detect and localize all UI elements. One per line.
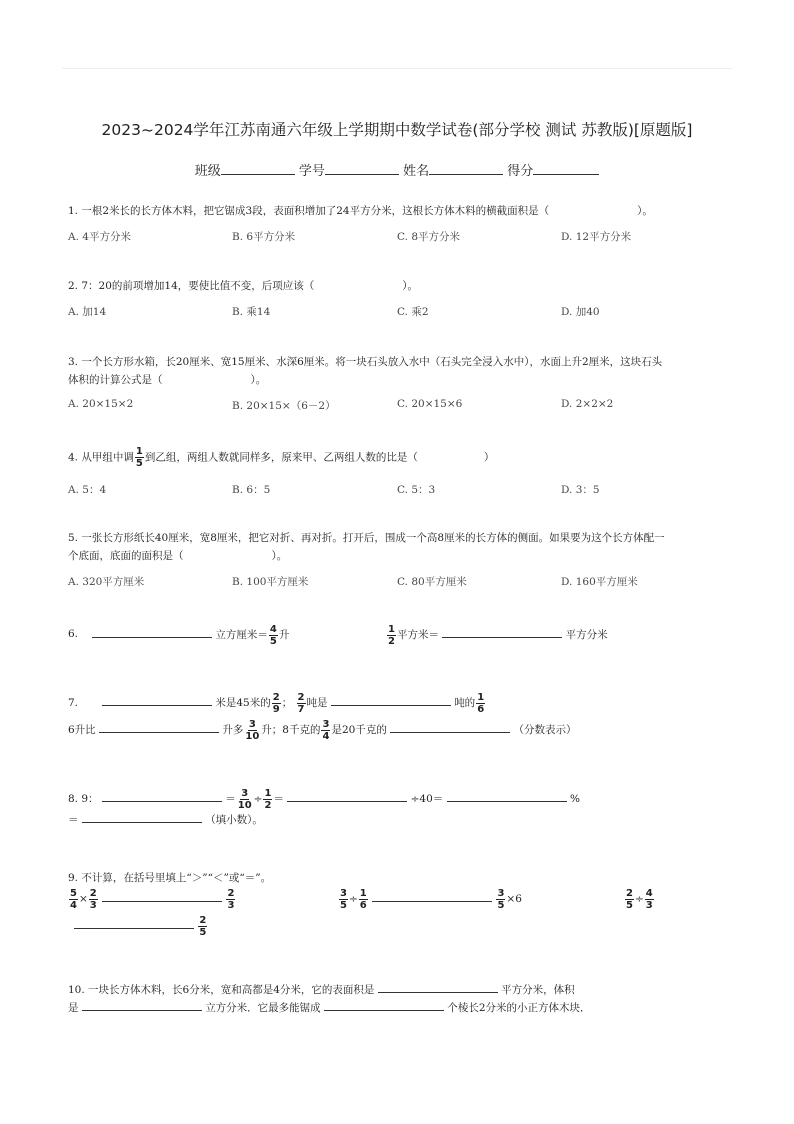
question-2-option-b[interactable]: B. 乘14	[232, 306, 271, 318]
student-id-label: 学号	[298, 164, 325, 179]
question-3-option-b[interactable]: B. 20×15×（6－2）	[232, 400, 336, 412]
question-8-blank-3[interactable]	[447, 791, 567, 802]
question-9-expr-1: $\frac{5}{4}$ × $\frac{2}{3}$ $\frac{2}{3}$	[70, 887, 235, 911]
question-9-expr-3-answer: $\frac{2}{5}$	[74, 913, 208, 939]
top-divider	[62, 68, 732, 69]
question-3-end: ）。	[250, 374, 267, 386]
question-6-blank-a[interactable]	[92, 627, 212, 638]
question-6-part-b: $\frac{1}{2}$ 平方米＝ 平方分米	[388, 623, 608, 647]
student-id-field[interactable]	[325, 162, 399, 175]
question-3-line-2	[68, 373, 266, 387]
question-10-line-2: 是 立方分米．它最多能锯成 个棱长2分米的小正方体木块．	[68, 1002, 591, 1014]
question-2-text: 2. 7：20的前项增加14，要使比值不变，后项应该（	[68, 280, 315, 292]
question-7-fraction-4: $\frac{3}{10}$	[245, 718, 260, 742]
question-7-line-2: 6升比 升多 $\frac{3}{10}$ 升；8千克的 $\frac{3}{4}$ 是20千克的 （分数表示）	[68, 718, 577, 742]
name-label: 姓名	[403, 164, 430, 179]
question-7-blank-4[interactable]	[390, 722, 510, 733]
question-6-number: 6.	[68, 628, 79, 640]
question-9-text: 9. 不计算，在括号里填上“＞”“＜”或“＝”。	[68, 872, 272, 884]
question-7-fraction-2: $\frac{2}{7}$	[297, 691, 305, 715]
question-10-blank-2[interactable]	[82, 1000, 202, 1011]
question-10-blank-1[interactable]	[378, 982, 498, 993]
question-8-blank-1[interactable]	[102, 791, 222, 802]
question-1	[68, 204, 653, 218]
question-3-text: 体积的计算公式是（	[68, 374, 163, 386]
question-5-end: ）。	[271, 550, 288, 562]
name-field[interactable]	[429, 162, 503, 175]
question-1-option-a[interactable]: A. 4平方分米	[68, 231, 131, 243]
question-7-fraction-3: $\frac{1}{6}$	[477, 691, 485, 715]
question-3-option-d[interactable]: D. 2×2×2	[561, 398, 614, 410]
question-5-option-c[interactable]: C. 80平方厘米	[397, 576, 467, 588]
class-field[interactable]	[221, 162, 295, 175]
question-4-end: ）	[483, 451, 495, 464]
question-4	[68, 446, 494, 469]
question-4-option-a[interactable]: A. 5：4	[68, 484, 107, 496]
question-4-option-b[interactable]: B. 6：5	[232, 484, 271, 496]
question-8-line-2: ＝ （填小数）。	[68, 814, 263, 826]
question-10-blank-3[interactable]	[324, 1000, 444, 1011]
question-2-option-c[interactable]: C. 乘2	[397, 306, 429, 318]
question-1-text: 1. 一根2米长的长方体木料，把它锯成3段，表面积增加了24平方分米，这根长方体木料的横截面积是（	[68, 205, 550, 217]
question-3-line-1: 3. 一个长方形水箱，长20厘米、宽15厘米、水深6厘米。将一块石头放入水中（石头完全浸入水中），水面上升2厘米，这块石头	[68, 356, 663, 368]
question-2-option-a[interactable]: A. 加14	[68, 306, 107, 318]
question-7-fraction-1: $\frac{2}{9}$	[272, 691, 280, 715]
question-2-option-d[interactable]: D. 加40	[561, 306, 600, 318]
question-7-fraction-5: $\frac{3}{4}$	[322, 718, 330, 742]
question-6-fraction-a: $\frac{4}{5}$	[269, 623, 277, 647]
question-7-blank-2[interactable]	[331, 695, 451, 706]
question-6-blank-b[interactable]	[442, 627, 562, 638]
question-4-post: 到乙组，两组人数就同样多，原来甲、乙两组人数的比是（	[144, 451, 418, 464]
question-10-line-1: 10. 一块长方体木料，长6分米，宽和高都是4分米，它的表面积是 平方分米，体积	[68, 984, 575, 996]
question-6-fraction-b: $\frac{1}{2}$	[388, 623, 395, 647]
question-7-line-1: 米是45米的 $\frac{2}{9}$ ； $\frac{2}{7}$ 吨是 吨的 $\frac{1}{6}$	[102, 690, 486, 716]
class-label: 班级	[194, 164, 221, 179]
page-title: 2023~2024学年江苏南通六年级上学期期中数学试卷(部分学校 测试 苏教版)[原题版]	[101, 121, 693, 139]
question-7-blank-1[interactable]	[102, 695, 212, 706]
question-5-text: 个底面，底面的面积是（	[68, 550, 184, 562]
question-1-end: ）。	[637, 205, 653, 217]
question-7-number: 7.	[68, 697, 79, 709]
question-1-option-b[interactable]: B. 6平方分米	[232, 231, 296, 243]
question-9-blank-1[interactable]	[102, 891, 222, 902]
question-9-expr-3: $\frac{2}{5}$ ÷ $\frac{4}{3}$	[626, 887, 653, 911]
question-3-option-a[interactable]: A. 20×15×2	[68, 398, 134, 410]
question-8-fraction-1: $\frac{3}{10}$	[237, 787, 252, 811]
question-9-blank-2[interactable]	[372, 891, 492, 902]
question-4-pre: 4. 从甲组中调	[68, 451, 134, 464]
question-9-expr-2: $\frac{3}{5}$ ÷ $\frac{1}{6}$ $\frac{3}{5}$ ×6	[340, 887, 522, 911]
question-4-option-c[interactable]: C. 5：3	[397, 484, 436, 496]
question-4-fraction: $\frac{1}{5}$	[135, 446, 143, 469]
question-8-fraction-2: $\frac{1}{2}$	[264, 787, 272, 811]
student-info-line	[0, 160, 794, 179]
question-5-option-a[interactable]: A. 320平方厘米	[68, 576, 145, 588]
question-1-option-c[interactable]: C. 8平方分米	[397, 231, 461, 243]
question-5-line-2	[68, 549, 287, 563]
question-8-blank-2[interactable]	[287, 791, 407, 802]
question-7-blank-3[interactable]	[99, 722, 219, 733]
question-5-option-b[interactable]: B. 100平方厘米	[232, 576, 309, 588]
question-5-line-1: 5. 一张长方形纸长40厘米，宽8厘米，把它对折、再对折。打开后，围成一个高8厘米的长方体的侧面。如果要为这个长方体配一	[68, 532, 665, 544]
question-1-option-d[interactable]: D. 12平方分米	[561, 231, 632, 243]
question-5-option-d[interactable]: D. 160平方厘米	[561, 576, 638, 588]
question-2	[68, 279, 418, 293]
question-4-option-d[interactable]: D. 3：5	[561, 484, 600, 496]
question-6-part-a: 立方厘米＝ $\frac{4}{5}$ 升	[92, 622, 289, 648]
question-2-end: ）。	[402, 280, 419, 292]
score-label: 得分	[507, 164, 534, 179]
question-8-blank-4[interactable]	[82, 812, 202, 823]
question-8-line-1: 8. 9： ＝ $\frac{3}{10}$ ÷ $\frac{1}{2}$ ＝ ÷40＝ %	[68, 787, 580, 811]
score-field[interactable]	[533, 162, 599, 175]
question-9-blank-3[interactable]	[74, 918, 194, 929]
question-3-option-c[interactable]: C. 20×15×6	[397, 398, 463, 410]
